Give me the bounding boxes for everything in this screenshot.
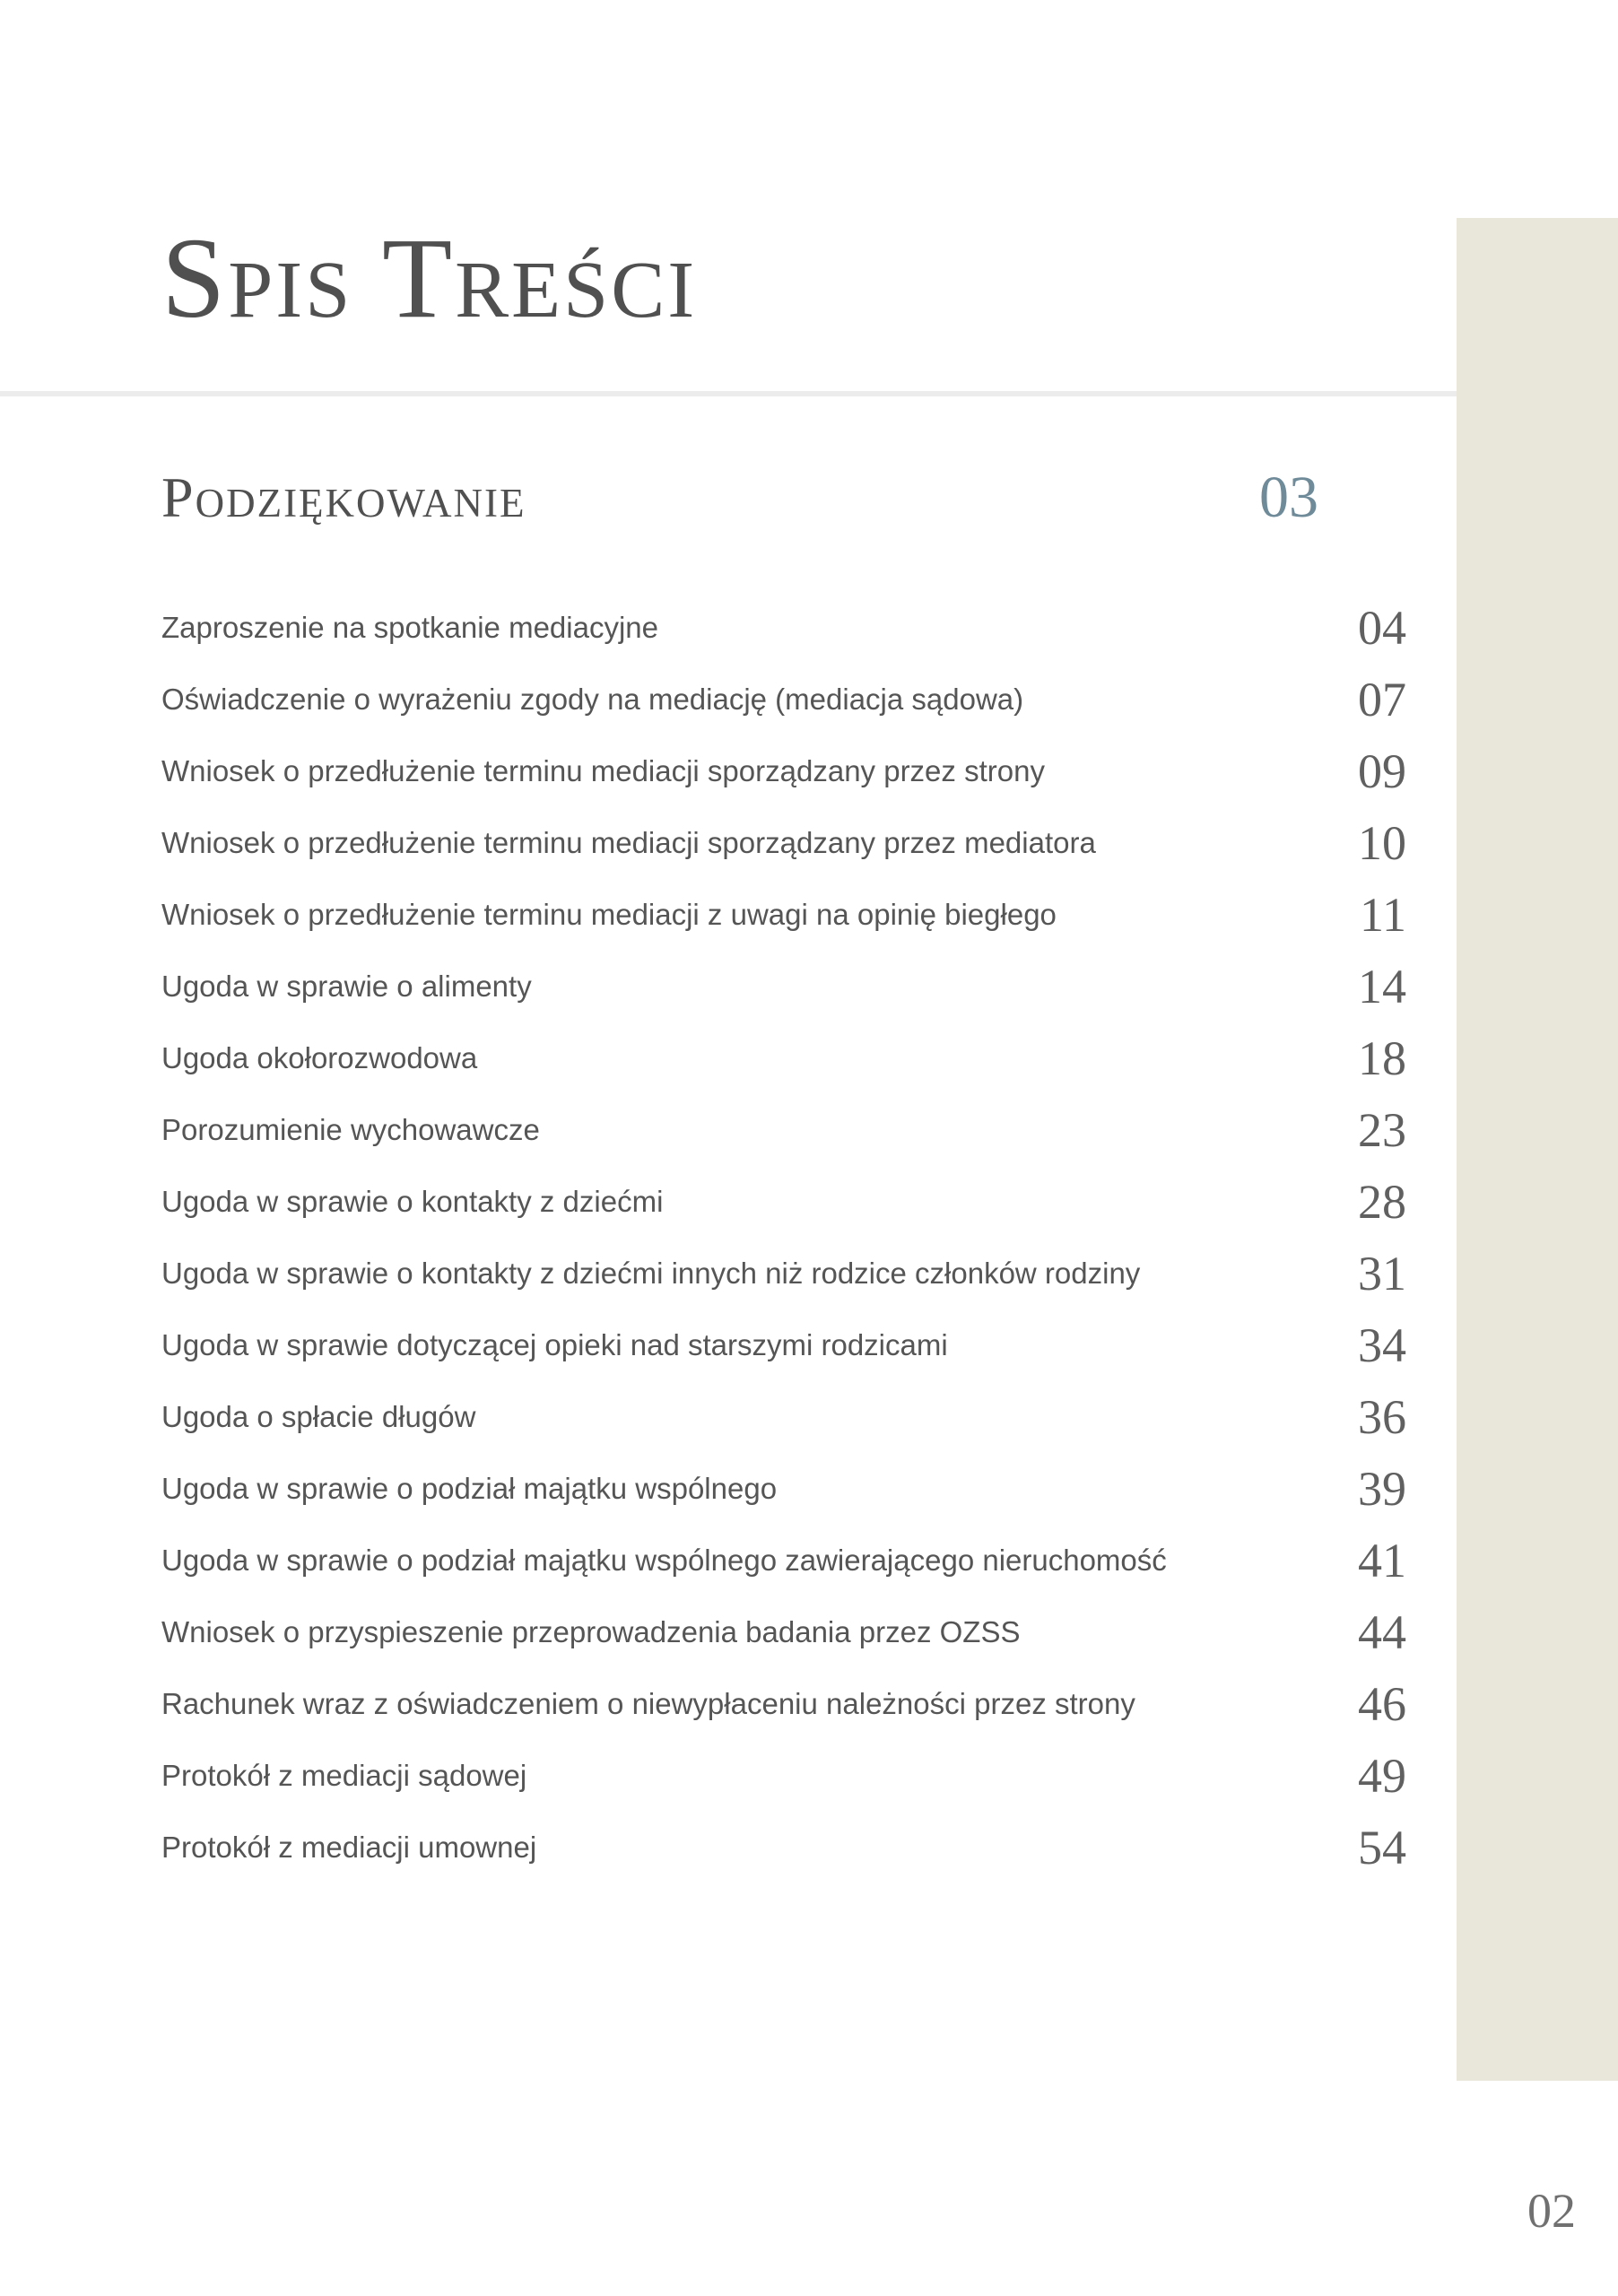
toc-entry[interactable] bbox=[161, 1166, 1406, 1238]
toc-entry-label: Wniosek o przyspieszenie przeprowadzenia badania przez OZSS bbox=[161, 1615, 1021, 1648]
toc-entry-page-number: 34 bbox=[1358, 1318, 1406, 1372]
toc-entry-page-number: 41 bbox=[1358, 1534, 1406, 1587]
toc-entry[interactable] bbox=[161, 1022, 1406, 1094]
toc-entry[interactable] bbox=[161, 1596, 1406, 1668]
toc-entry-page-number: 23 bbox=[1358, 1103, 1406, 1157]
toc-entry-page-number: 54 bbox=[1358, 1821, 1406, 1874]
toc-entry[interactable] bbox=[161, 1812, 1406, 1883]
toc-entry-label: Ugoda w sprawie o podział majątku wspólnego zawierającego nieruchomość bbox=[161, 1544, 1167, 1577]
toc-entry-label: Zaproszenie na spotkanie mediacyjne bbox=[161, 611, 658, 644]
toc-entry-page-number: 10 bbox=[1358, 816, 1406, 870]
toc-entry[interactable] bbox=[161, 1381, 1406, 1453]
toc-entry-label: Wniosek o przedłużenie terminu mediacji sporządzany przez mediatora bbox=[161, 826, 1096, 859]
toc-entry-page-number: 44 bbox=[1358, 1605, 1406, 1659]
toc-entry-label: Ugoda o spłacie długów bbox=[161, 1400, 476, 1433]
toc-entry-page-number: 11 bbox=[1360, 888, 1406, 942]
toc-entry-page-number: 46 bbox=[1358, 1677, 1406, 1731]
table-of-contents bbox=[161, 592, 1406, 1883]
toc-entry-page-number: 09 bbox=[1358, 744, 1406, 798]
toc-entry[interactable] bbox=[161, 951, 1406, 1022]
toc-entry-page-number: 31 bbox=[1358, 1247, 1406, 1300]
toc-entry[interactable] bbox=[161, 1238, 1406, 1309]
toc-entry[interactable] bbox=[161, 1525, 1406, 1596]
toc-entry-label: Oświadczenie o wyrażeniu zgody na mediację (mediacja sądowa) bbox=[161, 683, 1024, 716]
toc-entry[interactable] bbox=[161, 807, 1406, 879]
toc-entry-page-number: 28 bbox=[1358, 1175, 1406, 1229]
title-divider bbox=[0, 391, 1457, 396]
toc-entry[interactable] bbox=[161, 1453, 1406, 1525]
toc-entry[interactable] bbox=[161, 1094, 1406, 1166]
toc-entry[interactable] bbox=[161, 879, 1406, 951]
toc-entry-page-number: 07 bbox=[1358, 673, 1406, 726]
toc-entry-label: Ugoda w sprawie o kontakty z dziećmi innych niż rodzice członków rodziny bbox=[161, 1257, 1141, 1290]
toc-entry[interactable] bbox=[161, 664, 1406, 735]
toc-entry[interactable] bbox=[161, 1309, 1406, 1381]
toc-entry-label: Protokół z mediacji sądowej bbox=[161, 1759, 527, 1792]
toc-entry-label: Ugoda w sprawie o podział majątku wspólnego bbox=[161, 1472, 778, 1505]
section-title: Podziękowanie bbox=[161, 465, 526, 529]
toc-entry-label: Ugoda okołorozwodowa bbox=[161, 1041, 478, 1074]
toc-entry-label: Ugoda w sprawie dotyczącej opieki nad starszymi rodzicami bbox=[161, 1328, 948, 1361]
toc-entry-label: Wniosek o przedłużenie terminu mediacji sporządzany przez strony bbox=[161, 754, 1045, 787]
toc-entry-page-number: 36 bbox=[1358, 1390, 1406, 1444]
toc-entry-label: Wniosek o przedłużenie terminu mediacji z uwagi na opinię biegłego bbox=[161, 898, 1057, 931]
toc-entry-label: Porozumienie wychowawcze bbox=[161, 1113, 540, 1146]
toc-entry-page-number: 18 bbox=[1358, 1031, 1406, 1085]
toc-entry-label: Ugoda w sprawie o kontakty z dziećmi bbox=[161, 1185, 664, 1218]
toc-entry-page-number: 14 bbox=[1358, 960, 1406, 1013]
page-title: Spis Treści bbox=[161, 214, 698, 342]
toc-entry-page-number: 49 bbox=[1358, 1749, 1406, 1803]
toc-entry[interactable] bbox=[161, 735, 1406, 807]
toc-entry-label: Rachunek wraz z oświadczeniem o niewypłaceniu należności przez strony bbox=[161, 1687, 1135, 1720]
page-number: 02 bbox=[1527, 2184, 1576, 2238]
toc-entry[interactable] bbox=[161, 1668, 1406, 1740]
section-heading[interactable] bbox=[161, 457, 1318, 538]
toc-entry[interactable] bbox=[161, 1740, 1406, 1812]
toc-entry-label: Protokół z mediacji umownej bbox=[161, 1831, 537, 1864]
side-band bbox=[1457, 218, 1618, 2081]
toc-entry[interactable] bbox=[161, 592, 1406, 664]
toc-entry-label: Ugoda w sprawie o alimenty bbox=[161, 970, 532, 1003]
toc-entry-page-number: 39 bbox=[1358, 1462, 1406, 1516]
section-page-number: 03 bbox=[1259, 465, 1318, 530]
toc-entry-page-number: 04 bbox=[1358, 601, 1406, 655]
